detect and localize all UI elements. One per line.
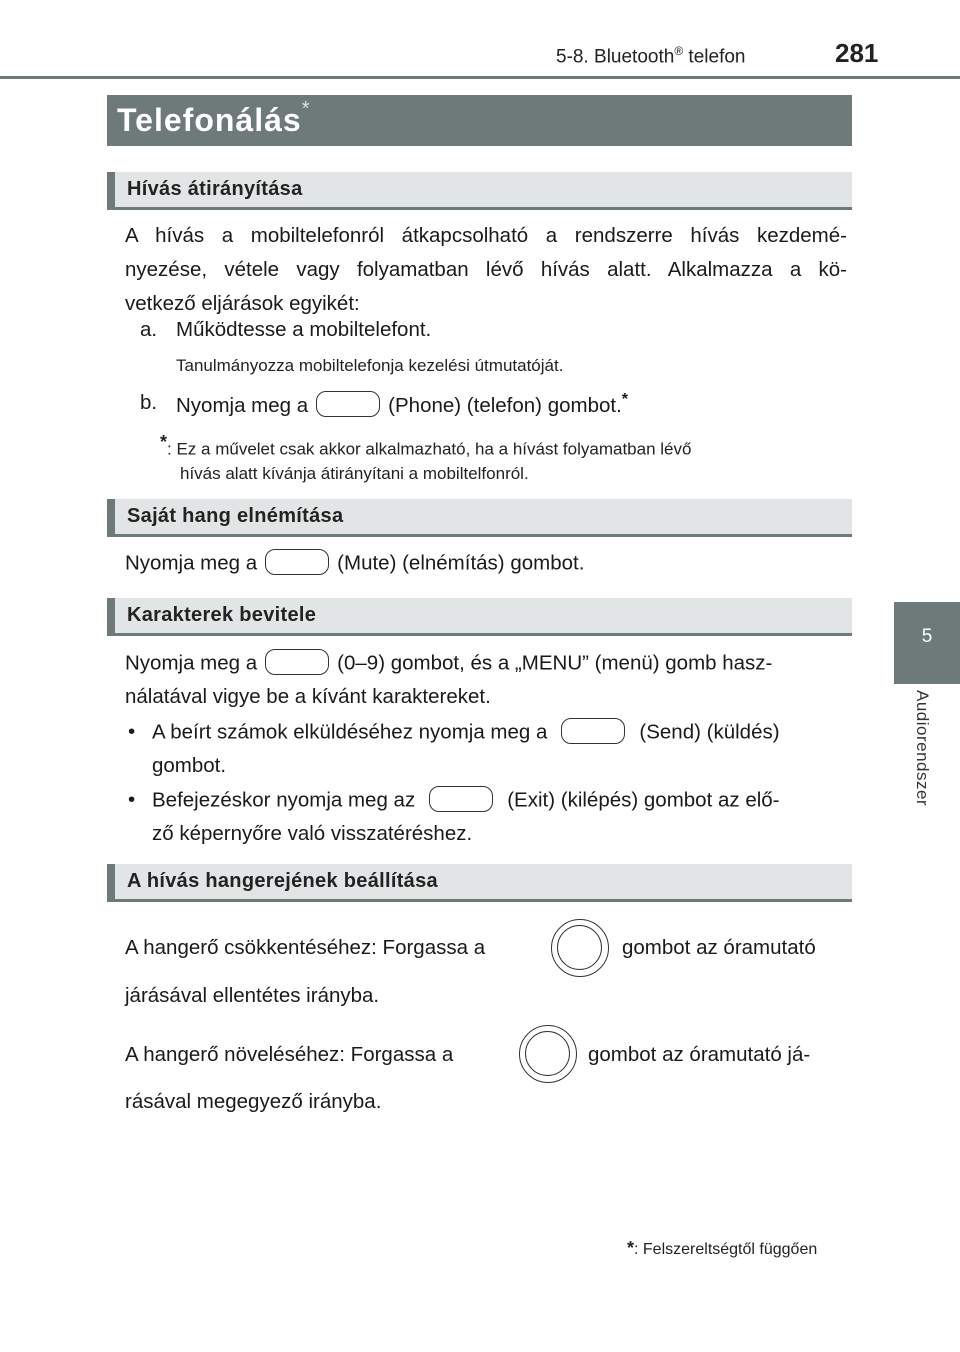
send-instruction-cont: gombot. bbox=[152, 754, 227, 777]
bullet: • bbox=[128, 788, 136, 811]
paragraph-line: A hívás a mobiltelefonról átkapcsolható a rendszerre hívás kezdemé- bbox=[125, 224, 847, 247]
volume-increase-text: A hangerő növeléséhez: Forgassa a bbox=[125, 1043, 454, 1066]
volume-knob-icon bbox=[551, 919, 609, 977]
char-input-line: nálatával vigye be a kívánt karaktereket. bbox=[125, 685, 491, 708]
step-b-label: b. bbox=[140, 391, 158, 414]
bullet: • bbox=[128, 720, 136, 743]
exit-instruction: Befejezéskor nyomja meg az (Exit) (kilépés) gombot az elő- bbox=[152, 788, 780, 814]
paragraph-line: vetkező eljárások egyikét: bbox=[125, 292, 360, 315]
mute-button-icon bbox=[265, 549, 329, 575]
step-b-text: Nyomja meg a (Phone) (telefon) gombot.* bbox=[176, 391, 629, 417]
availability-footnote: *: Felszereltségtől függően bbox=[627, 1238, 818, 1258]
subheading-call-volume: A hívás hangerejének beállítása bbox=[107, 864, 852, 902]
volume-increase-text: gombot az óramutató já- bbox=[588, 1043, 811, 1066]
exit-button-icon bbox=[429, 786, 493, 812]
send-instruction: A beírt számok elküldéséhez nyomja meg a (Send) (küldés) bbox=[152, 720, 780, 746]
subheading-character-input: Karakterek bevitele bbox=[107, 598, 852, 636]
step-a-label: a. bbox=[140, 318, 158, 341]
volume-increase-cont: rásával megegyező irányba. bbox=[125, 1090, 382, 1113]
section-reference: 5-8. Bluetooth® telefon bbox=[556, 44, 746, 68]
volume-decrease-text: A hangerő csökkentéséhez: Forgassa a bbox=[125, 936, 486, 959]
volume-knob-icon bbox=[519, 1025, 577, 1083]
step-a-note: Tanulmányozza mobiltelefonja kezelési útmutatóját. bbox=[176, 356, 564, 375]
mute-instruction: Nyomja meg a (Mute) (elnémítás) gombot. bbox=[125, 551, 584, 577]
digit-button-icon bbox=[265, 649, 329, 675]
char-input-line: Nyomja meg a (0–9) gombot, és a „MENU” (menü) gomb hasz- bbox=[125, 651, 772, 677]
chapter-number: 5 bbox=[921, 626, 933, 647]
exit-instruction-cont: ző képernyőre való visszatéréshez. bbox=[152, 822, 473, 845]
header-rule bbox=[0, 76, 960, 79]
subheading-mute: Saját hang elnémítása bbox=[107, 499, 852, 537]
page-number: 281 bbox=[835, 38, 879, 68]
subheading-call-transfer: Hívás átirányítása bbox=[107, 172, 852, 210]
volume-decrease-text: gombot az óramutató bbox=[622, 936, 816, 959]
send-button-icon bbox=[561, 718, 625, 744]
paragraph-line: nyezése, vétele vagy folyamatban lévő hívás alatt. Alkalmazza a kö- bbox=[125, 258, 847, 281]
page-title: Telefonálás* bbox=[117, 98, 311, 138]
phone-button-icon bbox=[316, 391, 380, 417]
volume-decrease-cont: járásával ellentétes irányba. bbox=[125, 984, 380, 1007]
chapter-label: Audiorendszer bbox=[913, 690, 932, 807]
step-b-footnote: *: Ez a művelet csak akkor alkalmazható, ha a hívást folyamatban lévő hívás alatt kívánja átirányítani a mobiltelfonról. bbox=[160, 432, 692, 483]
step-a-text: Működtesse a mobiltelefont. bbox=[176, 318, 432, 341]
